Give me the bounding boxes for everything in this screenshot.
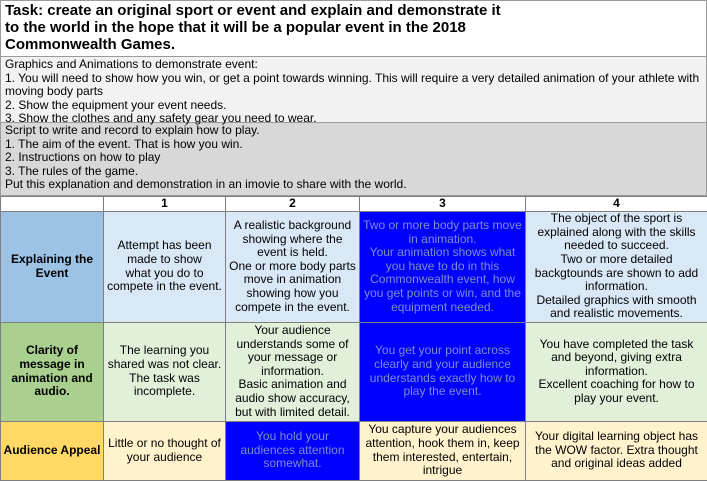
- cell-line: Two or more detailed: [560, 252, 673, 266]
- cell-line: Your digital learning object has: [534, 429, 698, 444]
- cell-line: understands some of: [236, 336, 349, 351]
- task-line: Task: create an original sport or event and explain and demonstrate it: [5, 2, 501, 19]
- cell-line: incomplete.: [133, 384, 196, 399]
- cell-clarity-3: [360, 322, 526, 421]
- graphics-line: 3. Show the clothes and any safety gear you need to wear.: [5, 111, 317, 126]
- graphics-line: Graphics and Animations to demonstrate event:: [5, 57, 258, 71]
- cell-line: Basic animation and: [238, 377, 347, 392]
- cell-line: them interested, entertain,: [372, 449, 513, 464]
- cell-explaining-1: [104, 211, 226, 322]
- cell-line: move in animation: [243, 272, 342, 287]
- cell-line: shared was not clear.: [107, 357, 222, 371]
- rubric-row-explaining: [1, 211, 707, 322]
- cell-line: compete in the event.: [107, 279, 222, 294]
- category-line: message in: [19, 357, 85, 371]
- cell-line: Your audience: [254, 323, 331, 338]
- category-line: Explaining the: [10, 252, 93, 266]
- category-line: Clarity of: [25, 343, 78, 358]
- header-level-1: 1: [104, 197, 226, 212]
- cell-explaining-2: [226, 211, 360, 322]
- cell-appeal-3: [360, 421, 526, 480]
- cell-line: One or more body parts: [229, 258, 356, 273]
- category-line: audio.: [34, 384, 70, 399]
- cell-explaining-4: [526, 211, 707, 322]
- cell-line: Two or more body parts move: [363, 218, 522, 233]
- rubric-table: [0, 196, 707, 481]
- graphics-instructions: [0, 57, 707, 126]
- cell-appeal-2: [226, 421, 360, 480]
- cell-line: information.: [585, 363, 648, 378]
- task-heading: [0, 0, 707, 57]
- cell-line: made to show: [127, 252, 202, 266]
- cell-line: You get your point across: [375, 343, 510, 358]
- cell-line: equipment needed.: [391, 299, 494, 314]
- cell-line: You capture your audiences: [368, 422, 517, 437]
- cell-line: what you do to: [125, 265, 204, 280]
- cell-line: play your event.: [574, 390, 659, 405]
- graphics-line: 2. Show the equipment your event needs.: [5, 97, 227, 112]
- cell-line: information.: [585, 279, 648, 294]
- category-line: animation and: [11, 370, 93, 385]
- cell-line: Detailed graphics with smooth: [536, 292, 697, 307]
- task-line: Commonwealth Games.: [5, 36, 176, 53]
- cell-line: audiences attention: [240, 442, 345, 457]
- category-appeal: [1, 421, 104, 480]
- cell-line: backgtounds are shown to add: [534, 265, 699, 280]
- header-level-4: 4: [526, 197, 707, 212]
- cell-line: Attempt has been: [117, 238, 212, 253]
- cell-line: and realistic movements.: [550, 306, 683, 321]
- category-explaining: [1, 211, 104, 322]
- cell-line: your message or: [247, 350, 338, 365]
- cell-line: The learning you: [119, 343, 210, 358]
- cell-line: the WOW factor. Extra thought: [535, 442, 698, 457]
- task-line: to the world in the hope that it will be a popular event in the 2018: [5, 19, 466, 36]
- cell-line: you have to do in this: [385, 258, 500, 273]
- cell-line: but with limited detail.: [235, 404, 350, 419]
- cell-line: A realistic background: [233, 218, 352, 233]
- cell-line: intrigue: [422, 463, 463, 478]
- rubric-row-appeal: [1, 421, 707, 480]
- cell-line: you get points or win, and the: [364, 285, 521, 300]
- cell-appeal-4: [526, 421, 707, 480]
- cell-line: information.: [261, 363, 324, 378]
- cell-line: compete in the event.: [235, 299, 350, 314]
- cell-line: Commonwealth event, how: [370, 272, 515, 287]
- cell-line: audio show accuracy,: [235, 390, 350, 405]
- cell-line: explained along with the skills: [537, 224, 696, 239]
- cell-line: Your animation shows what: [369, 245, 516, 260]
- header-level-3: 3: [360, 197, 526, 212]
- rubric-header-row: [1, 197, 707, 212]
- cell-line: You hold your: [256, 429, 329, 444]
- cell-line: understands exactly how to: [369, 370, 516, 385]
- cell-line: in animation.: [408, 231, 477, 246]
- cell-line: and beyond, giving extra: [551, 350, 682, 365]
- script-instructions: [0, 123, 707, 196]
- cell-line: showing where the: [242, 231, 343, 246]
- cell-line: somewhat.: [263, 456, 322, 471]
- script-line: Script to write and record to explain how to play.: [5, 123, 260, 137]
- cell-line: clearly and your audience: [374, 357, 511, 371]
- cell-line: Excellent coaching for how to: [538, 377, 695, 392]
- cell-clarity-1: [104, 322, 226, 421]
- script-line: 1. The aim of the event. That is how you win.: [5, 136, 243, 151]
- cell-appeal-1: [104, 421, 226, 480]
- cell-clarity-2: [226, 322, 360, 421]
- cell-line: event is held.: [257, 245, 328, 260]
- cell-line: play the event.: [403, 384, 482, 399]
- script-line: 2. Instructions on how to play: [5, 150, 161, 165]
- cell-clarity-4: [526, 322, 707, 421]
- cell-line: and original ideas added: [551, 456, 682, 471]
- script-line: Put this explanation and demonstration in an imovie to share with the world.: [5, 177, 407, 192]
- category-line: Event: [35, 265, 69, 280]
- cell-line: showing how you: [246, 285, 339, 300]
- category-line: Audience Appeal: [3, 442, 101, 457]
- cell-line: You have completed the task: [539, 336, 694, 351]
- header-blank: [1, 197, 104, 212]
- graphics-line: moving body parts: [5, 84, 104, 99]
- cell-line: The task was: [129, 370, 200, 385]
- cell-line: attention, hook them in, keep: [365, 436, 520, 450]
- script-line: 3. The rules of the game.: [5, 163, 139, 178]
- rubric-row-clarity: [1, 322, 707, 421]
- cell-line: needed to succeed.: [564, 238, 669, 253]
- category-clarity: [1, 322, 104, 421]
- cell-explaining-3: [360, 211, 526, 322]
- cell-line: Little or no thought of: [108, 436, 221, 450]
- cell-line: The object of the sport is: [550, 211, 683, 226]
- header-level-2: 2: [226, 197, 360, 212]
- graphics-line: 1. You will need to show how you win, or get a point towards winning. This will require a very detailed animation of your athlete with: [5, 70, 700, 85]
- cell-line: your audience: [126, 449, 203, 464]
